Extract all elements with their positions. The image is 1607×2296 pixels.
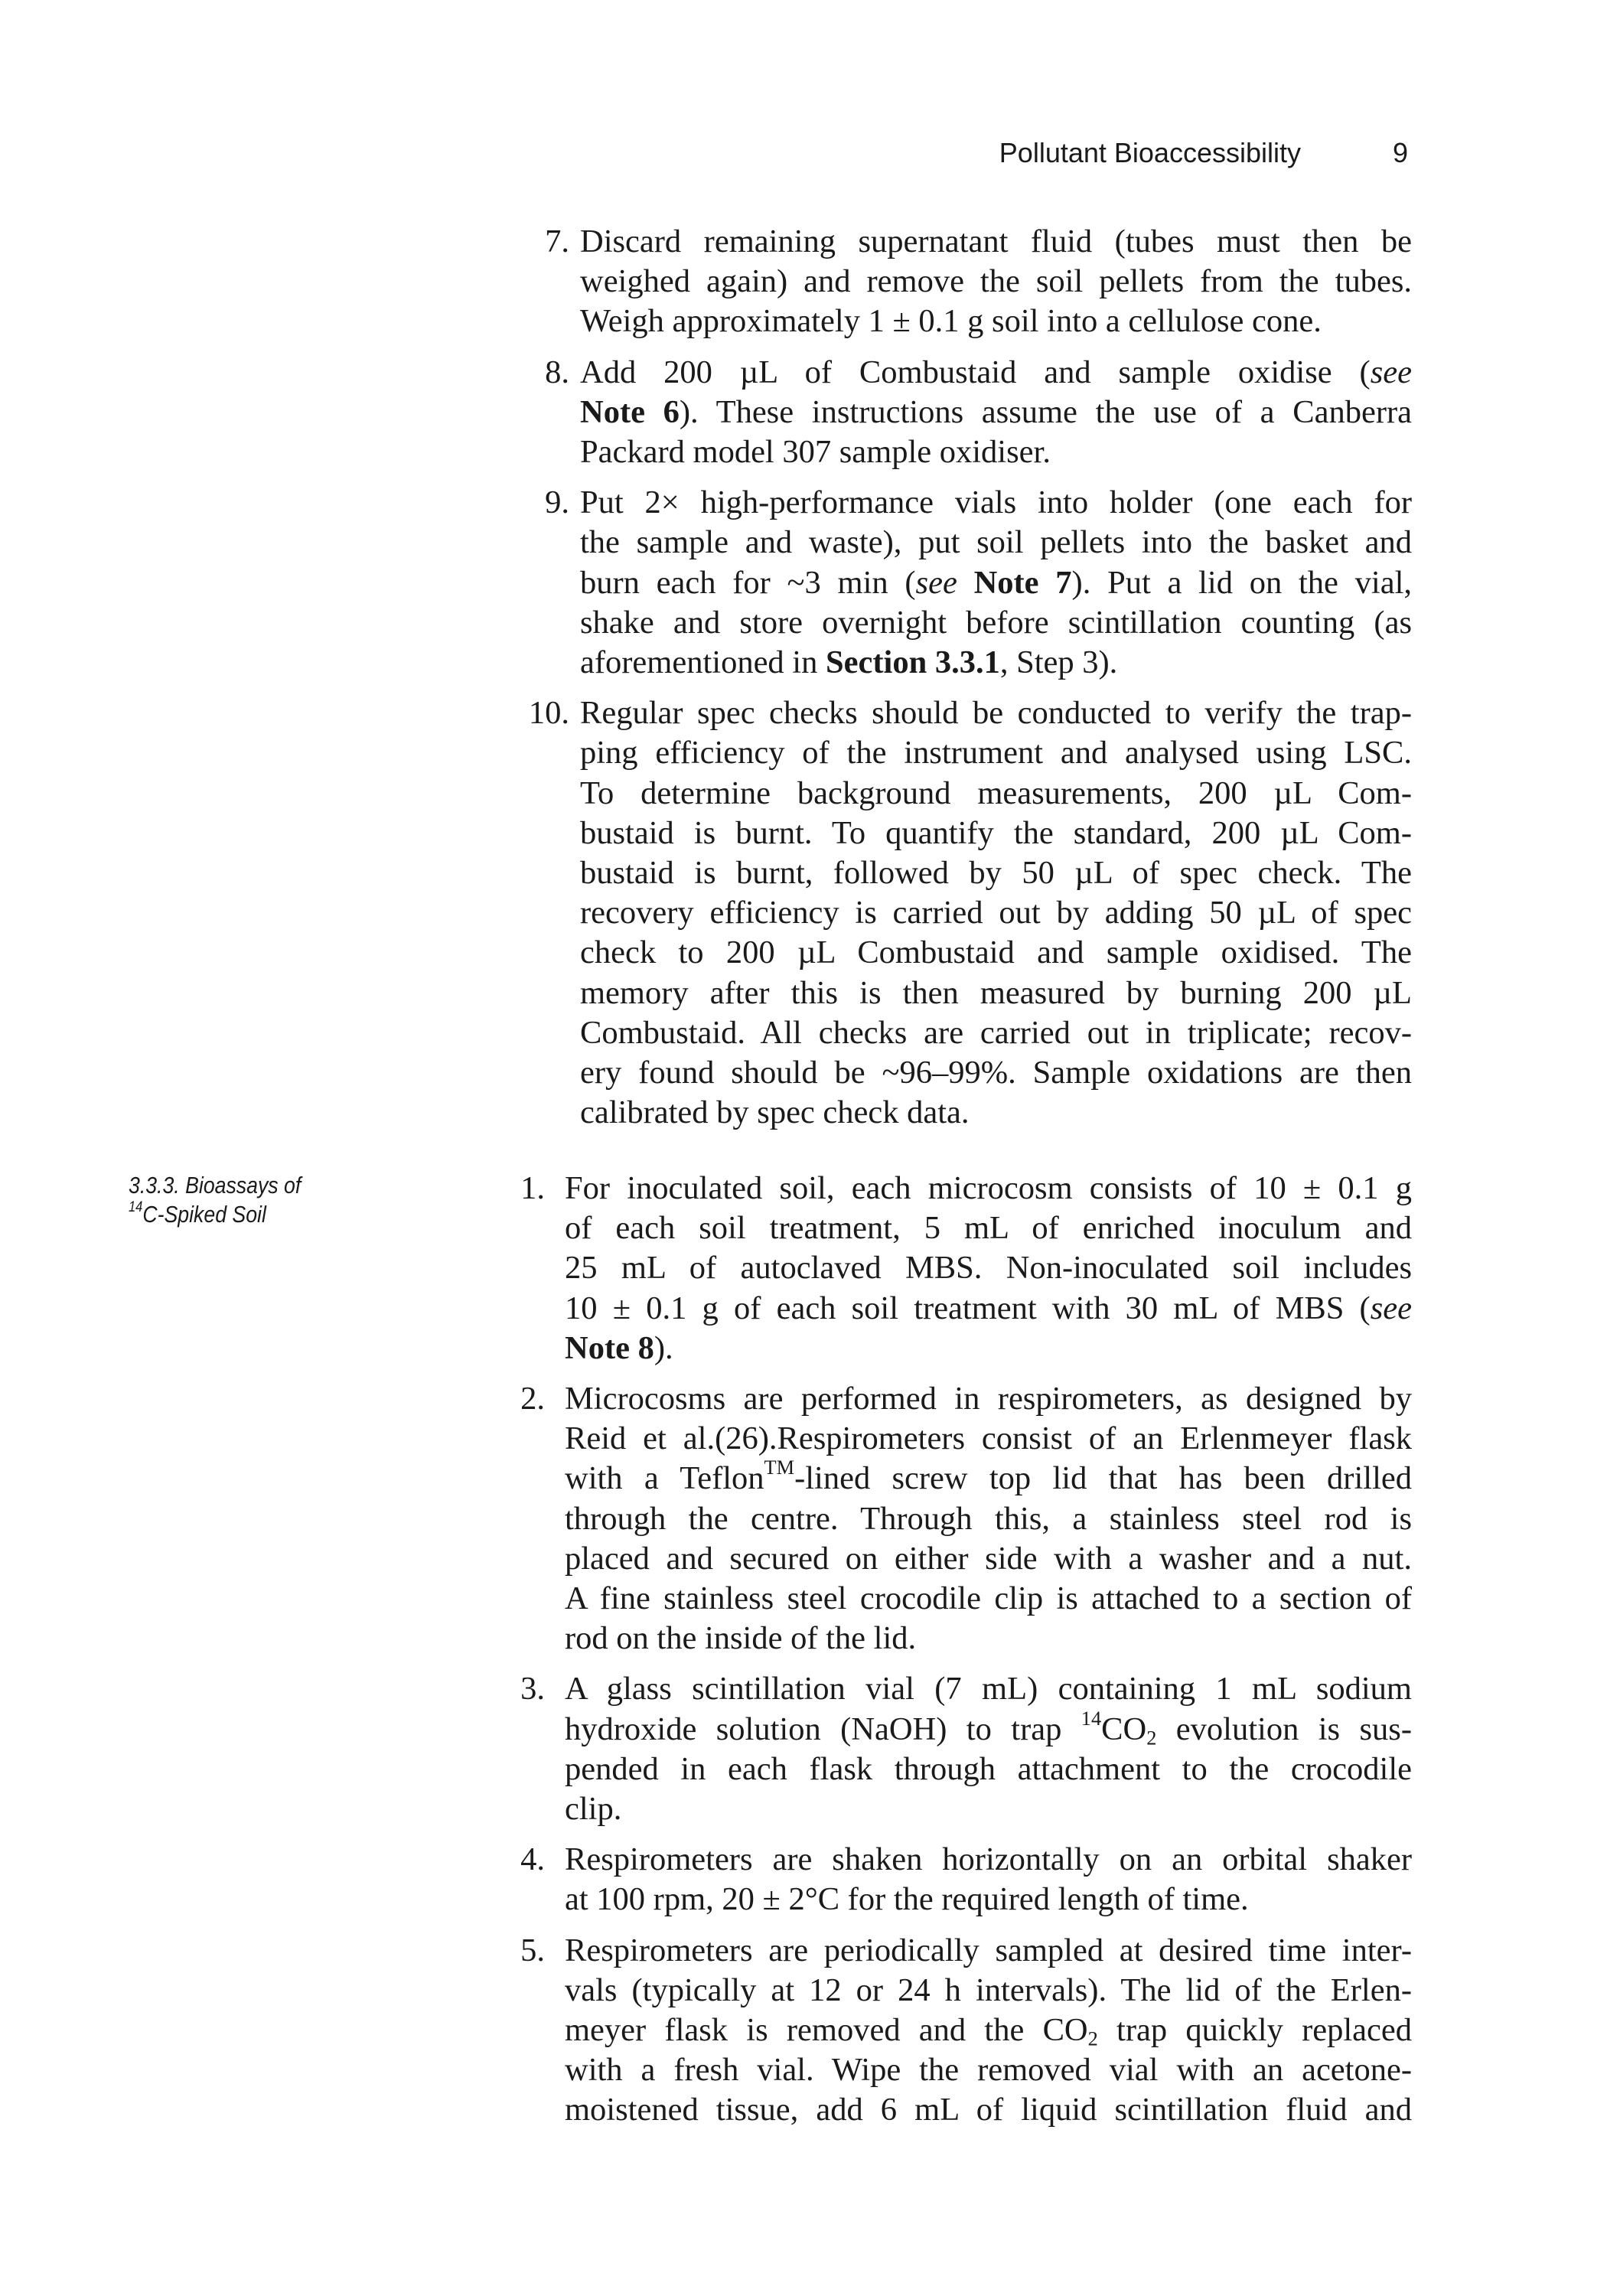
- note-reference: Note 8: [565, 1329, 654, 1366]
- step-line: [565, 2011, 1412, 2050]
- step-number: 10.: [528, 695, 569, 732]
- step-line: check to 200 µL Combustaid and sample oxidised. The: [580, 934, 1412, 971]
- text-run: hydroxide solution (NaOH) to trap: [565, 1711, 1081, 1747]
- step-line: moistened tissue, add 6 mL of liquid scintillation fluid and: [565, 2092, 1412, 2128]
- text-run: burn each for ~3 min (: [580, 564, 916, 601]
- step-1: [505, 1169, 1412, 1368]
- step-line: [580, 393, 1412, 432]
- step-line: Microcosms are performed in respirometers, as designed by: [565, 1381, 1412, 1417]
- step-line: through the centre. Through this, a stainless steel rod is: [565, 1500, 1412, 1537]
- step-7: [505, 222, 1412, 342]
- step-line: [580, 563, 1412, 603]
- step-line: [565, 1329, 1412, 1368]
- isotope-superscript: 14: [129, 1199, 143, 1216]
- step-line: rod on the inside of the lid.: [565, 1620, 917, 1657]
- text-run: 10 ± 0.1 g of each soil treatment with 30 mL of MBS (: [565, 1290, 1371, 1326]
- step-line: [565, 1456, 1412, 1499]
- see-reference: see: [1370, 354, 1412, 390]
- text-run: Add 200 µL of Combustaid and sample oxidise (: [580, 354, 1371, 390]
- subscript-two: 2: [1087, 2027, 1098, 2050]
- text-run: evolution is sus-: [1156, 1711, 1412, 1747]
- step-line: at 100 rpm, 20 ± 2°C for the required length of time.: [565, 1881, 1249, 1918]
- step-line: ery found should be ~96–99%. Sample oxidations are then: [580, 1055, 1412, 1091]
- step-line: weighed again) and remove the soil pellets from the tubes.: [580, 263, 1412, 300]
- side-heading-line2: C-Spiked Soil: [142, 1201, 266, 1228]
- text-run: CO: [1101, 1711, 1147, 1747]
- step-4: [505, 1840, 1412, 1919]
- step-line: Discard remaining supernatant fluid (tubes must then be: [580, 223, 1412, 259]
- step-line: [565, 1707, 1412, 1750]
- step-line: For inoculated soil, each microcosm consists of 10 ± 0.1 g: [565, 1170, 1412, 1206]
- step-line: Reid et al.(26).Respirometers consist of an Erlenmeyer flask: [565, 1420, 1412, 1457]
- text-run: with a Teflon: [565, 1460, 764, 1497]
- step-line: the sample and waste), put soil pellets into the basket and: [580, 524, 1412, 561]
- see-reference: see: [915, 564, 957, 601]
- running-head-title: Pollutant Bioaccessibility: [999, 137, 1301, 168]
- section-side-heading: [129, 1171, 366, 1229]
- text-run: meyer flask is removed and the CO: [565, 2012, 1088, 2049]
- step-number: 4.: [520, 1841, 545, 1878]
- step-line: vals (typically at 12 or 24 h intervals). The lid of the Erlen-: [565, 1971, 1412, 2008]
- step-number: 1.: [520, 1170, 545, 1206]
- bioassay-steps: [505, 1169, 1412, 2131]
- procedure-steps-continued: [505, 222, 1412, 1133]
- page-number: 9: [1392, 137, 1408, 168]
- step-line: A glass scintillation vial (7 mL) containing 1 mL sodium: [565, 1671, 1412, 1707]
- step-line: ping efficiency of the instrument and analysed using LSC.: [580, 735, 1412, 771]
- step-line: [565, 1289, 1412, 1329]
- note-reference: Note 7: [973, 564, 1072, 601]
- step-8: [505, 353, 1412, 473]
- step-line: pended in each flask through attachment to the crocodile: [565, 1750, 1412, 1787]
- step-line: recovery efficiency is carried out by adding 50 µL of spec: [580, 895, 1412, 931]
- text-run: ).: [654, 1329, 673, 1366]
- step-line: bustaid is burnt. To quantify the standard, 200 µL Com-: [580, 814, 1412, 851]
- step-number: 2.: [520, 1381, 545, 1417]
- text-run: ). These instructions assume the use of a Canberra: [679, 393, 1412, 430]
- step-line: Respirometers are shaken horizontally on an orbital shaker: [565, 1841, 1412, 1878]
- step-number: 5.: [520, 1932, 545, 1968]
- text-run: , Step 3).: [999, 644, 1118, 681]
- step-line: Put 2× high-performance vials into holder (one each for: [580, 484, 1412, 521]
- step-2: [505, 1379, 1412, 1658]
- text-run: ). Put a lid on the vial,: [1071, 564, 1413, 601]
- step-line: clip.: [565, 1791, 622, 1828]
- step-line: 25 mL of autoclaved MBS. Non-inoculated soil includes: [565, 1250, 1412, 1287]
- step-line: memory after this is then measured by burning 200 µL: [580, 974, 1412, 1011]
- step-line: [580, 643, 1412, 683]
- step-number: 7.: [545, 223, 569, 259]
- step-line: calibrated by spec check data.: [580, 1094, 970, 1131]
- text-run: trap quickly replaced: [1097, 2012, 1412, 2049]
- step-line: placed and secured on either side with a washer and a nut.: [565, 1540, 1412, 1577]
- step-number: 9.: [545, 484, 569, 521]
- step-line: of each soil treatment, 5 mL of enriched inoculum and: [565, 1210, 1412, 1247]
- step-line: To determine background measurements, 200 µL Com-: [580, 775, 1412, 811]
- step-line: [580, 353, 1412, 393]
- side-heading-line1: 3.3.3. Bioassays of: [129, 1172, 302, 1199]
- step-line: shake and store overnight before scintillation counting (as: [580, 604, 1412, 641]
- text-run: aforementioned in: [580, 644, 826, 681]
- subscript-two: 2: [1146, 1727, 1157, 1750]
- step-line: A fine stainless steel crocodile clip is attached to a section of: [565, 1580, 1412, 1617]
- step-line: Respirometers are periodically sampled at desired time inter-: [565, 1932, 1412, 1968]
- trademark-superscript: TM: [764, 1456, 795, 1479]
- step-line: Weigh approximately 1 ± 0.1 g soil into a cellulose cone.: [580, 303, 1322, 340]
- step-number: 3.: [520, 1671, 545, 1707]
- text-run: -lined screw top lid that has been drilled: [794, 1460, 1412, 1497]
- isotope-superscript: 14: [1081, 1707, 1102, 1730]
- step-line: Packard model 307 sample oxidiser.: [580, 434, 1051, 471]
- note-reference: Note 6: [580, 393, 680, 430]
- step-line: Combustaid. All checks are carried out in triplicate; recov-: [580, 1014, 1412, 1051]
- step-9: [505, 483, 1412, 683]
- step-line: with a fresh vial. Wipe the removed vial with an acetone-: [565, 2052, 1412, 2089]
- step-3: [505, 1669, 1412, 1829]
- see-reference: see: [1370, 1290, 1412, 1326]
- step-number: 8.: [545, 354, 569, 390]
- step-10: [505, 693, 1412, 1133]
- step-5: [505, 1931, 1412, 2131]
- step-line: Regular spec checks should be conducted to verify the trap-: [580, 695, 1412, 732]
- section-reference: Section 3.3.1: [826, 644, 1000, 681]
- step-line: bustaid is burnt, followed by 50 µL of spec check. The: [580, 855, 1412, 892]
